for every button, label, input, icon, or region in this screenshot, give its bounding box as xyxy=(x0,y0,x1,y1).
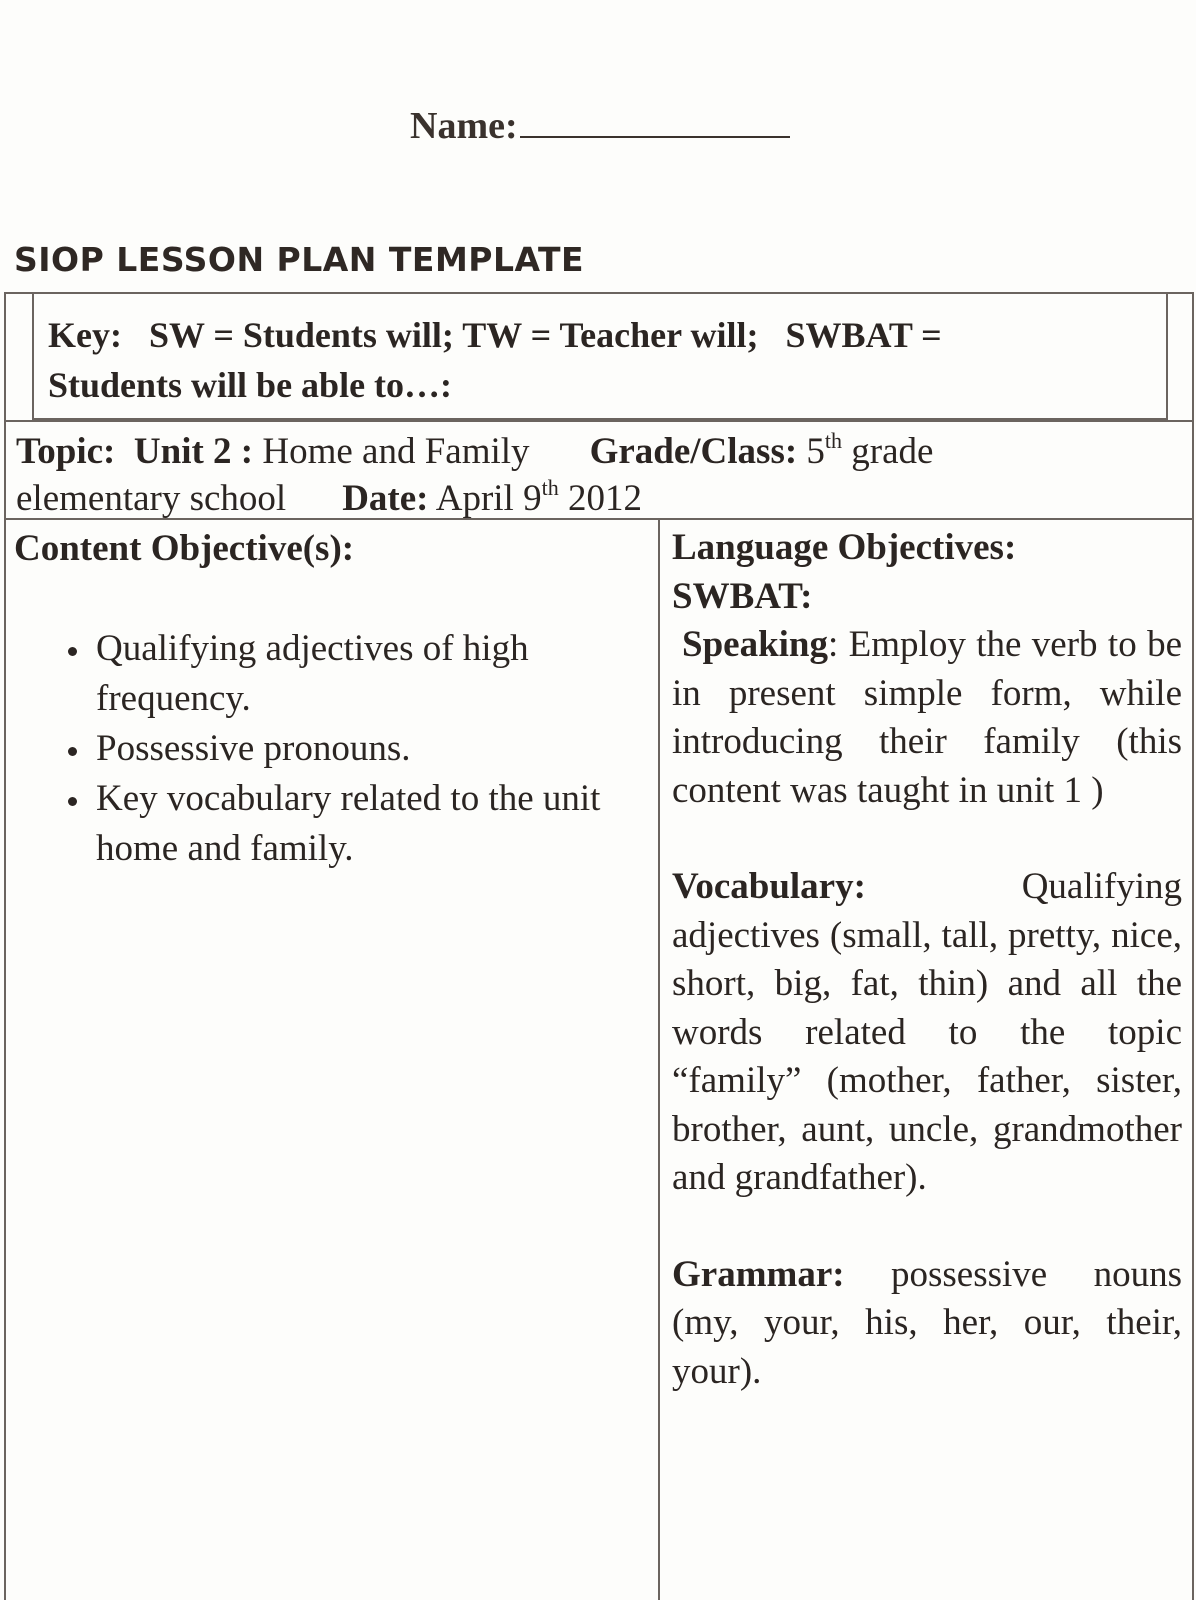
grade-label: Grade/Class: xyxy=(589,431,798,472)
list-item: • Possessive pronouns. xyxy=(92,724,644,774)
key-box xyxy=(32,292,1168,420)
grammar-label: Grammar: xyxy=(672,1253,845,1295)
swbat-label: SWBAT: xyxy=(672,575,813,617)
name-field xyxy=(410,104,790,148)
vocabulary-label: Vocabulary: xyxy=(672,866,866,907)
vocabulary-text: Qualifying adjectives (small, tall, pretty, nice, short, big, fat, thin) and all the words related to the topic “family” (mother, father, sister, brother, aunt, uncle, grandmother and grandfather). xyxy=(672,866,1182,1198)
grade-suffix: th xyxy=(824,428,843,453)
school-text: elementary school xyxy=(16,478,287,519)
language-objectives-column xyxy=(672,520,1182,1396)
speaking-objective xyxy=(672,621,1182,815)
grammar-text: possessive nouns (my, your, his, her, our, their, your). xyxy=(672,1253,1182,1392)
unit-name: Home and Family xyxy=(262,431,530,472)
topic-row xyxy=(4,420,1194,520)
content-objectives-column xyxy=(14,520,644,874)
unit-label: Unit 2 : xyxy=(133,431,254,472)
grade-number: 5 xyxy=(806,431,825,472)
language-objectives-heading: Language Objectives: xyxy=(672,527,1017,568)
date-suffix: th xyxy=(541,475,559,500)
content-objectives-list xyxy=(14,624,644,874)
key-line-2: Students will be able to…: xyxy=(48,365,453,405)
speaking-label: Speaking xyxy=(682,624,829,665)
grade-text: grade xyxy=(851,431,934,472)
key-line-1: Key: SW = Students will; TW = Teacher will; SWBAT = xyxy=(48,315,942,355)
vocabulary-objective xyxy=(672,863,1182,1203)
list-item: • Key vocabulary related to the unit home and family. xyxy=(92,774,616,874)
topic-label: Topic: xyxy=(16,431,116,472)
document-title: SIOP LESSON PLAN TEMPLATE xyxy=(14,240,585,279)
name-label: Name: xyxy=(410,105,518,147)
date-label: Date: xyxy=(342,478,429,519)
grammar-objective xyxy=(672,1251,1182,1397)
date-month: April 9 xyxy=(435,478,542,519)
content-objectives-heading: Content Objective(s): xyxy=(14,528,355,569)
name-blank-line xyxy=(520,136,790,138)
list-item: • Qualifying adjectives of high frequency. xyxy=(92,624,616,724)
date-year: 2012 xyxy=(567,478,642,519)
speaking-text: : Employ the verb to be in present simple form, while introducing their family (this content was taught in unit 1 ) xyxy=(672,624,1182,811)
column-divider xyxy=(658,520,660,1600)
